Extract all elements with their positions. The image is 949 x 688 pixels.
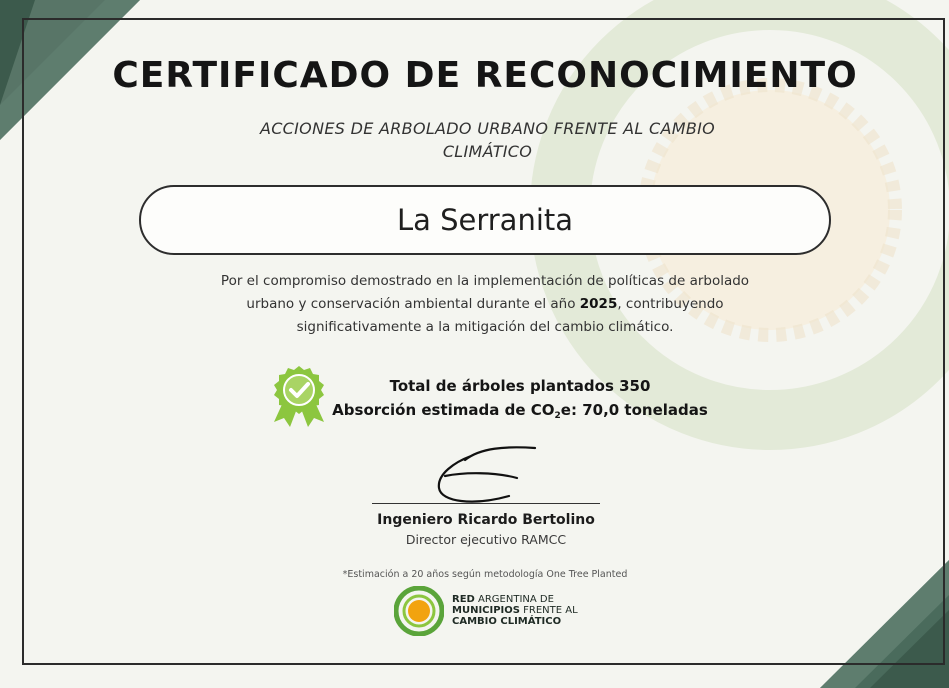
recognition-description	[195, 270, 775, 339]
recipient-box	[139, 185, 831, 255]
ramcc-logo-icon	[394, 586, 444, 636]
recipient-name: La Serranita	[396, 203, 574, 237]
logo-line1-bold: RED	[452, 594, 475, 605]
co2-prefix: Absorción estimada de CO	[332, 401, 555, 419]
logo-line3-bold: CAMBIO CLIMÁTICO	[452, 616, 562, 627]
impact-stats	[330, 374, 710, 428]
trees-planted-line: Total de árboles plantados 350	[389, 377, 651, 395]
logo-line1	[452, 594, 632, 605]
certificate-title: CERTIFICADO DE RECONOCIMIENTO	[112, 55, 858, 96]
certificate-subtitle: ACCIONES DE ARBOLADO URBANO FRENTE AL CAMBIO CLIMÁTICO	[259, 119, 716, 161]
logo-line2	[452, 605, 632, 616]
signer-role: Director ejecutivo RAMCC	[405, 532, 567, 547]
logo-line2-rest: FRENTE AL	[519, 605, 578, 616]
logo-line3	[452, 616, 632, 627]
ramcc-logo-text	[452, 594, 632, 627]
certificate-border	[22, 18, 945, 665]
co2-subscript: 2	[554, 411, 561, 421]
description-part2: , contribuyendo significativamente a la mitigación del cambio climático.	[296, 296, 724, 335]
description-part1: Por el compromiso demostrado en la implementación de políticas de arbolado urbano y conservación ambiental durante el año	[220, 273, 750, 312]
signature-icon	[425, 442, 545, 512]
co2-suffix: e: 70,0 toneladas	[560, 401, 708, 419]
logo-line1-rest: ARGENTINA DE	[474, 594, 554, 605]
co2-absorption-line	[330, 398, 710, 428]
award-ribbon-check-icon	[268, 364, 330, 428]
signature-line	[372, 503, 600, 504]
methodology-footnote: *Estimación a 20 años según metodología One Tree Planted	[342, 569, 628, 580]
signer-name: Ingeniero Ricardo Bertolino	[377, 512, 595, 528]
logo-line2-bold: MUNICIPIOS	[452, 605, 520, 616]
recognition-year: 2025	[579, 296, 618, 312]
